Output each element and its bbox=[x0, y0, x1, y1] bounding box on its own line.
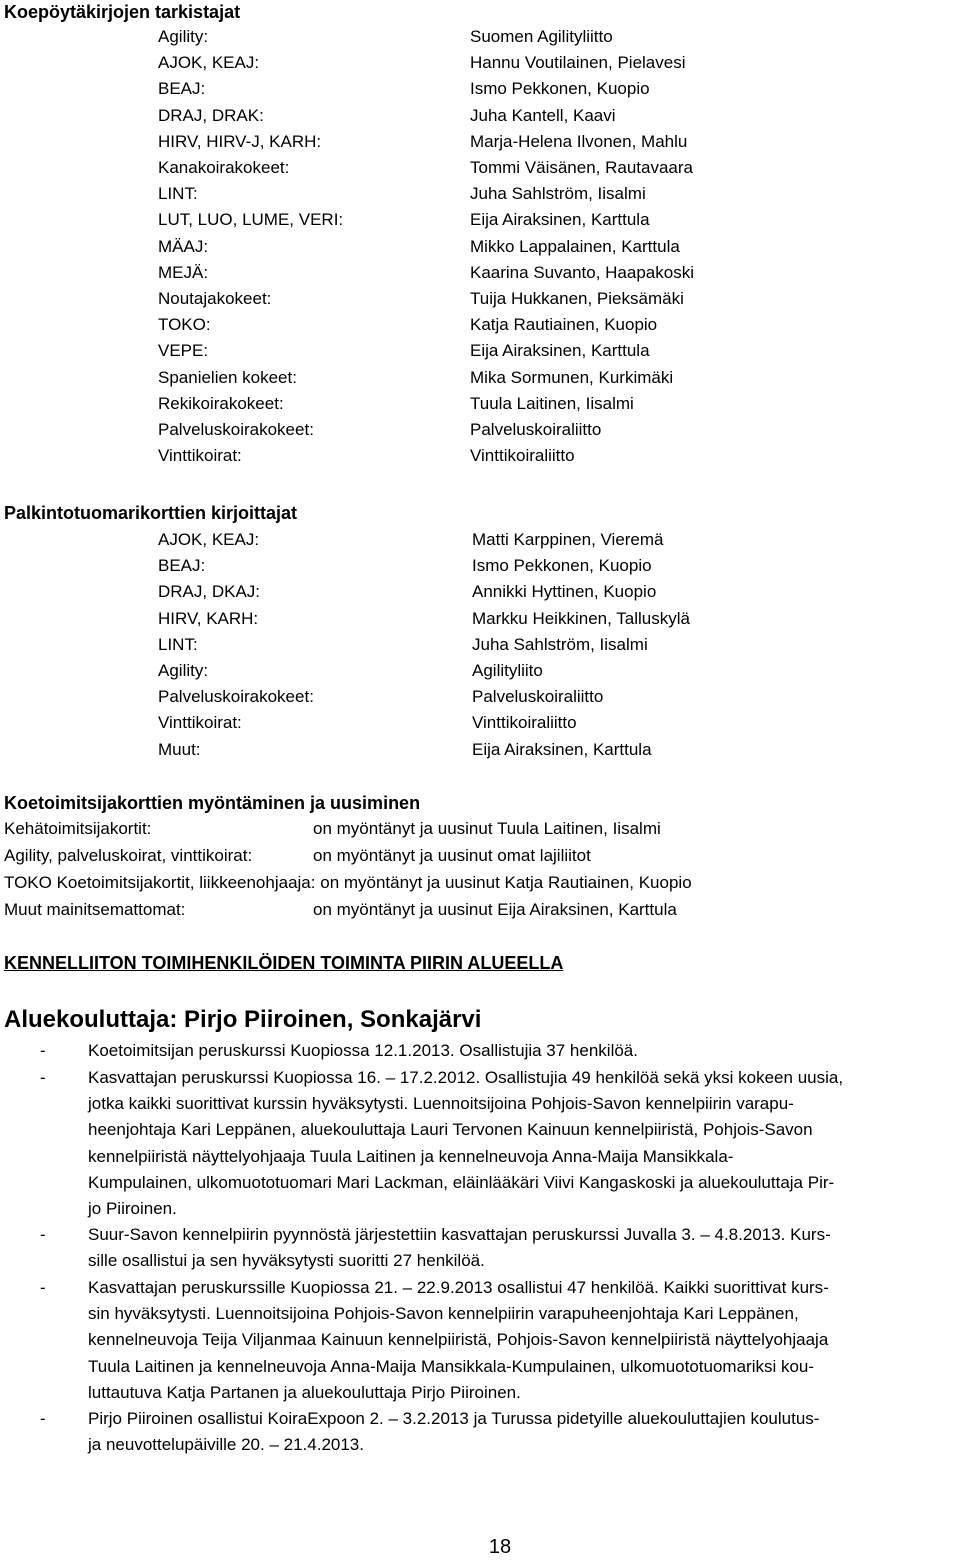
check-row-value: Juha Kantell, Kaavi bbox=[470, 105, 616, 125]
card-writer-value: Vinttikoiraliitto bbox=[472, 713, 577, 733]
card-writer-value: Eija Airaksinen, Karttula bbox=[472, 739, 652, 759]
bullet-dash: - bbox=[40, 1068, 46, 1087]
check-row-value: Tuija Hukkanen, Pieksämäki bbox=[470, 289, 684, 308]
check-row-label: BEAJ: bbox=[158, 79, 206, 99]
card-writer-value: Markku Heikkinen, Talluskylä bbox=[472, 608, 690, 628]
official-card-value: on myöntänyt ja uusinut Katja Rautiainen, Kuopio bbox=[320, 873, 692, 892]
bullet-text-line: ja neuvottelupäiville 20. – 21.4.2013. bbox=[88, 1435, 364, 1455]
check-row-value: Eija Airaksinen, Karttula bbox=[470, 210, 650, 230]
card-writer-label: HIRV, KARH: bbox=[158, 608, 259, 628]
card-writer-value: Palveluskoiraliitto bbox=[472, 687, 604, 707]
bullet-text-line: luttautuva Katja Partanen ja aluekouluttaja Pirjo Piiroinen. bbox=[88, 1382, 521, 1402]
check-row-label: TOKO: bbox=[158, 315, 211, 335]
official-card-row bbox=[4, 873, 692, 893]
check-row-label: HIRV, HIRV-J, KARH: bbox=[158, 131, 322, 151]
check-row-value: Marja-Helena Ilvonen, Mahlu bbox=[470, 131, 688, 151]
section-title-aluekouluttaja: Aluekouluttaja: Pirjo Piiroinen, Sonkajärvi bbox=[4, 1006, 482, 1033]
card-writer-label: Agility: bbox=[158, 661, 209, 680]
bullet-text-line: Kasvattajan peruskurssi Kuopiossa 16. – 17.2.2012. Osallistujia 49 henkilöä sekä yksi kokeen uusia, bbox=[88, 1068, 844, 1087]
card-writer-label: DRAJ, DKAJ: bbox=[158, 582, 261, 602]
check-row-value: Mika Sormunen, Kurkimäki bbox=[470, 367, 674, 387]
check-row-value: Vinttikoiraliitto bbox=[470, 446, 575, 466]
card-writer-value: Annikki Hyttinen, Kuopio bbox=[472, 582, 657, 602]
bullet-dash: - bbox=[40, 1225, 46, 1244]
check-row-label: Palveluskoirakokeet: bbox=[158, 420, 314, 439]
check-row-label: AJOK, KEAJ: bbox=[158, 53, 260, 73]
bullet-text-line: jo Piiroinen. bbox=[88, 1199, 177, 1218]
section-title-koepoytakirjat: Koepöytäkirjojen tarkistajat bbox=[4, 2, 241, 22]
check-row-value: Tuula Laitinen, Iisalmi bbox=[470, 393, 634, 413]
card-writer-value: Juha Sahlström, Iisalmi bbox=[472, 634, 648, 654]
bullet-text-line: sille osallistui ja sen hyväksytysti suoritti 27 henkilöä. bbox=[88, 1251, 485, 1271]
official-card-label: Muut mainitsemattomat: bbox=[4, 900, 186, 919]
check-row-value: Kaarina Suvanto, Haapakoski bbox=[470, 262, 694, 282]
card-writer-value: Ismo Pekkonen, Kuopio bbox=[472, 556, 652, 576]
bullet-text-line: Kasvattajan peruskurssille Kuopiossa 21. – 22.9.2013 osallistui 47 henkilöä. Kaikki suorittivat kurs- bbox=[88, 1278, 829, 1297]
check-row-label: LUT, LUO, LUME, VERI: bbox=[158, 210, 344, 230]
check-row-label: VEPE: bbox=[158, 341, 209, 361]
check-row-label: MEJÄ: bbox=[158, 262, 209, 282]
check-row-value: Ismo Pekkonen, Kuopio bbox=[470, 79, 650, 99]
card-writer-value: Matti Karppinen, Vieremä bbox=[472, 530, 664, 549]
check-row-value: Juha Sahlström, Iisalmi bbox=[470, 184, 646, 204]
bullet-text-line: Pirjo Piiroinen osallistui KoiraExpoon 2. – 3.2.2013 ja Turussa pidetyille aluekouluttajien koulutus- bbox=[88, 1409, 820, 1428]
section-title-palkintotuomarikortit: Palkintotuomarikorttien kirjoittajat bbox=[4, 503, 298, 523]
official-card-label: Agility, palveluskoirat, vinttikoirat: bbox=[4, 846, 253, 865]
official-card-label: TOKO Koetoimitsijakortit, liikkeenohjaaja: bbox=[4, 873, 316, 892]
official-card-value: on myöntänyt ja uusinut Eija Airaksinen, Karttula bbox=[313, 900, 677, 919]
card-writer-label: AJOK, KEAJ: bbox=[158, 530, 260, 549]
bullet-dash: - bbox=[40, 1409, 46, 1428]
check-row-value: Suomen Agilityliitto bbox=[470, 27, 613, 46]
bullet-text-line: sin hyväksytysti. Luennoitsijoina Pohjois-Savon kennelpiirin varapuheenjohtaja Kari Leppänen, bbox=[88, 1304, 799, 1324]
check-row-label: Rekikoirakokeet: bbox=[158, 393, 284, 413]
official-card-value: on myöntänyt ja uusinut Tuula Laitinen, Iisalmi bbox=[313, 819, 661, 838]
section-title-koetoimitsijakortit: Koetoimitsijakorttien myöntäminen ja uusiminen bbox=[4, 793, 421, 813]
card-writer-value: Agilityliito bbox=[472, 661, 543, 680]
check-row-value: Hannu Voutilainen, Pielavesi bbox=[470, 53, 686, 73]
section-title-toimihenkilot: KENNELLIITON TOIMIHENKILÖIDEN TOIMINTA PIIRIN ALUEELLA bbox=[4, 953, 564, 973]
check-row-label: Agility: bbox=[158, 27, 209, 46]
bullet-text-line: Koetoimitsijan peruskurssi Kuopiossa 12.1.2013. Osallistujia 37 henkilöä. bbox=[88, 1041, 638, 1060]
check-row-value: Katja Rautiainen, Kuopio bbox=[470, 315, 658, 335]
check-row-label: Spanielien kokeet: bbox=[158, 367, 297, 387]
bullet-text-line: Suur-Savon kennelpiirin pyynnöstä järjestettiin kasvattajan peruskurssi Juvalla 3. – 4.8.2013. Kurs- bbox=[88, 1225, 831, 1244]
bullet-dash: - bbox=[40, 1278, 46, 1297]
official-card-value: on myöntänyt ja uusinut omat lajiliitot bbox=[313, 846, 591, 865]
check-row-label: Kanakoirakokeet: bbox=[158, 158, 290, 177]
check-row-label: DRAJ, DRAK: bbox=[158, 105, 264, 125]
check-row-value: Mikko Lappalainen, Karttula bbox=[470, 236, 680, 256]
check-row-value: Tommi Väisänen, Rautavaara bbox=[470, 158, 694, 177]
card-writer-label: BEAJ: bbox=[158, 556, 206, 576]
bullet-text-line: Kumpulainen, ulkomuototuomari Mari Lackman, eläinlääkäri Viivi Kangaskoski ja aluekouluttaja Pir- bbox=[88, 1172, 835, 1192]
card-writer-label: LINT: bbox=[158, 634, 198, 654]
bullet-text-line: heenjohtaja Kari Leppänen, aluekouluttaja Lauri Tervonen Kainuun kennelpiiristä, Pohjois-Savon bbox=[88, 1120, 813, 1140]
page-number: 18 bbox=[488, 1536, 512, 1558]
card-writer-label: Muut: bbox=[158, 739, 201, 759]
card-writer-label: Palveluskoirakokeet: bbox=[158, 687, 314, 707]
check-row-label: Vinttikoirat: bbox=[158, 446, 242, 466]
check-row-value: Palveluskoiraliitto bbox=[470, 420, 602, 439]
check-row-label: LINT: bbox=[158, 184, 198, 204]
check-row-value: Eija Airaksinen, Karttula bbox=[470, 341, 650, 361]
bullet-dash: - bbox=[40, 1041, 46, 1060]
check-row-label: Noutajakokeet: bbox=[158, 289, 272, 308]
bullet-text-line: Tuula Laitinen ja kennelneuvoja Anna-Maija Mansikkala-Kumpulainen, ulkomuototuomariksi kou- bbox=[88, 1356, 815, 1376]
check-row-label: MÄAJ: bbox=[158, 236, 209, 256]
bullet-text-line: jotka kaikki suorittivat kurssin hyväksytysti. Luennoitsijoina Pohjois-Savon kennelpiirin varapu- bbox=[88, 1094, 794, 1114]
bullet-text-line: kennelneuvoja Teija Viljanmaa Kainuun kennelpiiristä, Pohjois-Savon kennelpiiristä näyttelyohjaaja bbox=[88, 1330, 829, 1350]
official-card-label: Kehätoimitsijakortit: bbox=[4, 819, 152, 838]
bullet-text-line: kennelpiiristä näyttelyohjaaja Tuula Laitinen ja kennelneuvoja Anna-Maija Mansikkala- bbox=[88, 1146, 734, 1166]
card-writer-label: Vinttikoirat: bbox=[158, 713, 242, 733]
